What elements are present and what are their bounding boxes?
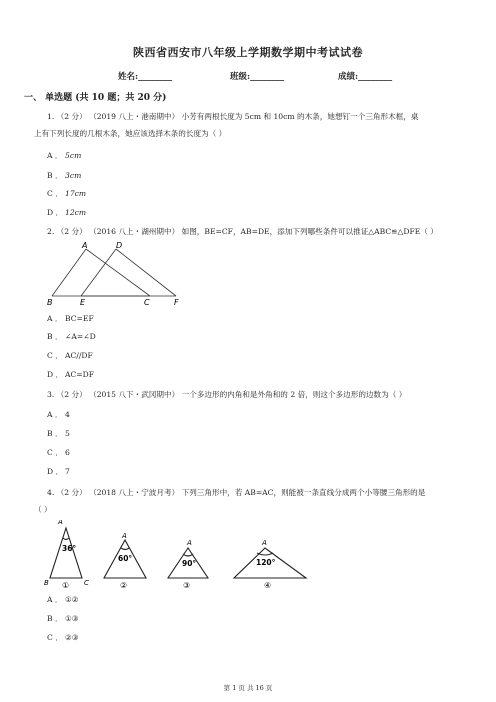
q2-option-a: A ． BC=EF — [47, 314, 94, 323]
question-4-line2: （ ） — [34, 505, 52, 514]
q4-option-c: C ． ②③ — [47, 633, 79, 642]
q3-option-a: A ． 4 — [47, 410, 70, 419]
angle-label-4: 120° — [256, 558, 276, 567]
label-f: F — [174, 298, 179, 306]
question-1-line2: 上有下列长度的几根木条，她应该选择木条的长度为（ ） — [34, 129, 227, 138]
q1-option-d: D ． 12cm — [47, 208, 87, 217]
svg-text:A: A — [262, 539, 267, 547]
angle-label-3: 90° — [182, 559, 197, 568]
figure-num-2: ② — [120, 581, 128, 590]
label-e: E — [80, 298, 86, 306]
q4-option-a: A ． ①② — [47, 595, 79, 604]
q3-option-c: C ． 6 — [47, 448, 70, 457]
q3-option-d: D ． 7 — [47, 467, 70, 476]
page-title: 陕西省西安市八年级上学期数学期中考试试卷 — [133, 46, 363, 59]
figure-num-3: ③ — [183, 581, 191, 590]
figure-num-4: ④ — [264, 581, 272, 590]
q1-option-b: B ． 3cm — [47, 171, 82, 180]
svg-text:C: C — [84, 579, 89, 587]
question-2-line1: 2. （2 分） （2016 八上・湖州期中） 如图，BE=CF，AB=DE，添加下列哪些条件可以推证△ABC≌△DFE（ ） — [47, 227, 438, 236]
q1-option-a: A ． 5cm — [47, 151, 82, 160]
q4-triangles-figure — [40, 520, 330, 592]
q2-triangle-figure — [40, 240, 190, 306]
q2-option-b: B ． ∠A=∠D — [47, 332, 96, 341]
name-field-label: 姓名:________ — [118, 72, 173, 82]
question-3-line1: 3. （2 分） （2015 八下・武冈期中） 一个多边形的内角和是外角和的 2 倍，则这个多边形的边数为（ ） — [47, 390, 407, 399]
section-heading: 一、 单选题 (共 10 题；共 20 分) — [24, 93, 167, 103]
svg-text:A: A — [187, 539, 192, 547]
label-d: D — [116, 241, 123, 250]
svg-text:A: A — [58, 520, 63, 526]
question-1-line1: 1. （2 分） （2019 八上・港南期中） 小芳有两根长度为 5cm 和 10cm 的木条，她想钉一个三角形木框，桌 — [47, 112, 419, 121]
svg-text:B: B — [44, 579, 49, 587]
angle-label-1: 36° — [62, 544, 77, 553]
q1-option-c: C ． 17cm — [47, 189, 87, 198]
figure-num-1: ① — [62, 581, 70, 590]
question-4-line1: 4. （2 分） （2018 八上・宁波月考） 下列三角形中，若 AB=AC，则能被一条直线分成两个小等腰三角形的是 — [47, 488, 426, 497]
class-field-label: 班级:________ — [230, 72, 285, 82]
svg-text:A: A — [122, 532, 127, 540]
score-field-label: 成绩:________ — [338, 72, 393, 82]
page-footer: 第 1 页 共 16 页 — [223, 684, 273, 692]
label-b: B — [47, 298, 53, 306]
q4-option-b: B ． ①③ — [47, 614, 79, 623]
label-a: A — [82, 241, 88, 250]
label-c: C — [144, 298, 150, 306]
q2-option-c: C ． AC//DF — [47, 351, 93, 360]
q3-option-b: B ． 5 — [47, 429, 70, 438]
q2-option-d: D ． AC=DF — [47, 370, 95, 379]
angle-label-2: 60° — [118, 554, 133, 563]
